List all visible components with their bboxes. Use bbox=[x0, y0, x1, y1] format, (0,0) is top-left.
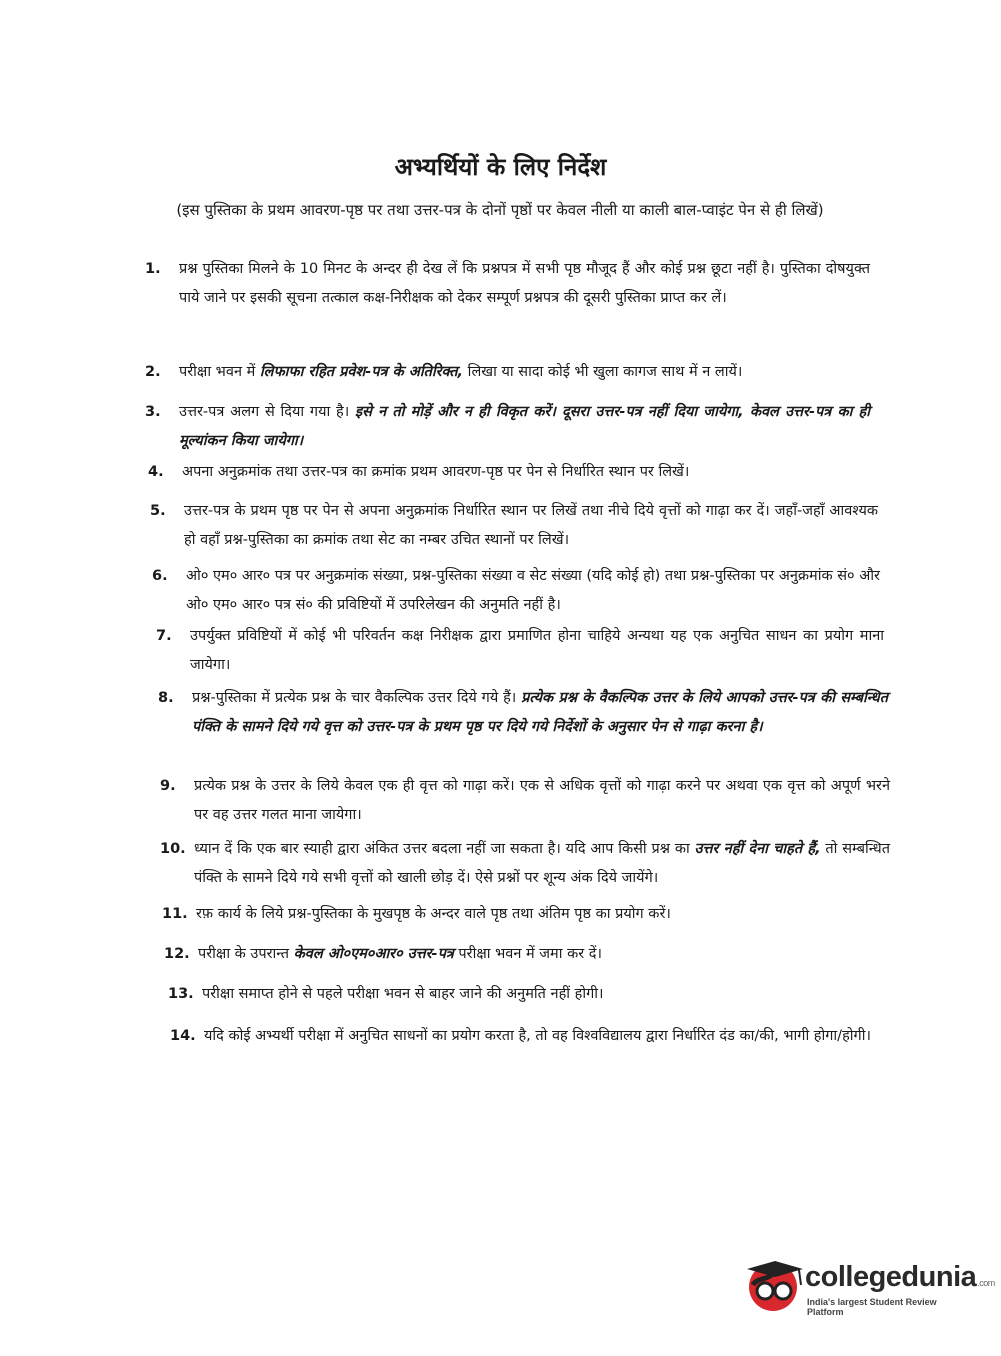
instruction-item bbox=[152, 562, 880, 620]
item-text: परीक्षा समाप्त होने से पहले परीक्षा भवन से बाहर जाने की अनुमति नहीं होगी। bbox=[202, 986, 604, 1002]
item-text: ध्यान दें कि एक बार स्याही द्वारा अंकित उत्तर बदला नहीं जा सकता है। यदि आप किसी प्रश्न का उत्तर नहीं देना चाहते हैं, तो सम्बन्धित पंक्ति के सामने दिये गये सभी वृत्तों को खाली छोड़ दें। ऐसे प्रश्नों पर शून्य अंक दिये जायेंगे। bbox=[194, 841, 890, 886]
instruction-item bbox=[145, 398, 870, 456]
item-number: 10. bbox=[160, 841, 186, 857]
item-text: उत्तर-पत्र अलग से दिया गया है। इसे न तो मोड़ें और न ही विकृत करें। दूसरा उत्तर-पत्र नहीं दिया जायेगा, केवल उत्तर-पत्र का ही मूल्यांकन किया जायेगा। bbox=[179, 404, 870, 449]
item-text: प्रत्येक प्रश्न के उत्तर के लिये केवल एक ही वृत्त को गाढ़ा करें। एक से अधिक वृत्तों को गाढ़ा करने पर अथवा एक वृत्त को अपूर्ण भरने पर वह उत्तर गलत माना जायेगा। bbox=[194, 778, 890, 823]
instruction-item bbox=[156, 622, 884, 680]
item-number: 12. bbox=[164, 946, 190, 962]
page-title: अभ्यर्थियों के लिए निर्देश bbox=[394, 153, 607, 181]
item-number: 3. bbox=[145, 404, 161, 420]
item-text: प्रश्न-पुस्तिका में प्रत्येक प्रश्न के चार वैकल्पिक उत्तर दिये गये हैं। प्रत्येक प्रश्न के वैकल्पिक उत्तर के लिये आपको उत्तर-पत्र की सम्बन्धित पंक्ति के सामने दिये गये वृत्त को उत्तर-पत्र के प्रथम पृष्ठ पर दिये गये निर्देशों के अनुसार पेन से गाढ़ा करना है। bbox=[192, 690, 888, 735]
logo-wordmark: collegedunia.com bbox=[805, 1261, 995, 1293]
item-number: 9. bbox=[160, 778, 176, 794]
item-text: उत्तर-पत्र के प्रथम पृष्ठ पर पेन से अपना अनुक्रमांक निर्धारित स्थान पर लिखें तथा नीचे दिये वृत्तों को गाढ़ा कर दें। जहाँ-जहाँ आवश्यक हो वहाँ प्रश्न-पुस्तिका का क्रमांक तथा सेट का नम्बर उचित स्थानों पर लिखें। bbox=[184, 503, 878, 548]
instruction-item bbox=[150, 497, 878, 555]
item-number: 13. bbox=[168, 986, 194, 1002]
logo-tagline: India's largest Student Review Platform bbox=[807, 1297, 937, 1317]
item-text: परीक्षा भवन में लिफाफा रहित प्रवेश-पत्र के अतिरिक्त, लिखा या सादा कोई भी खुला कागज साथ में न लायें। bbox=[179, 364, 743, 380]
item-text: यदि कोई अभ्यर्थी परीक्षा में अनुचित साधनों का प्रयोग करता है, तो वह विश्वविद्यालय द्वारा निर्धारित दंड का/की, भागी होगा/होगी। bbox=[204, 1028, 871, 1044]
instruction-item bbox=[160, 835, 890, 893]
collegedunia-logo bbox=[745, 1255, 995, 1317]
item-text: रफ़ कार्य के लिये प्रश्न-पुस्तिका के मुखपृष्ठ के अन्दर वाले पृष्ठ तथा अंतिम पृष्ठ का प्रयोग करें। bbox=[196, 906, 671, 922]
item-number: 4. bbox=[148, 464, 164, 480]
page-subtitle: (इस पुस्तिका के प्रथम आवरण-पृष्ठ पर तथा उत्तर-पत्र के दोनों पृष्ठों पर केवल नीली या काली बाल-प्वाइंट पेन से ही लिखें) bbox=[176, 201, 824, 219]
item-number: 6. bbox=[152, 568, 168, 584]
logo-mascot-icon bbox=[745, 1255, 807, 1315]
item-text: ओ० एम० आर० पत्र पर अनुक्रमांक संख्या, प्रश्न-पुस्तिका संख्या व सेट संख्या (यदि कोई हो) तथा प्रश्न-पुस्तिका पर अनुक्रमांक सं० और ओ० एम० आर० पत्र सं० की प्रविष्टियों में उपरिलेखन की अनुमति नहीं है। bbox=[186, 568, 880, 613]
item-text: उपर्युक्त प्रविष्टियों में कोई भी परिवर्तन कक्ष निरीक्षक द्वारा प्रमाणित होना चाहिये अन्यथा यह एक अनुचित साधन का प्रयोग माना जायेगा। bbox=[190, 628, 884, 673]
item-number: 2. bbox=[145, 364, 161, 380]
instruction-item bbox=[164, 940, 894, 969]
item-number: 14. bbox=[170, 1028, 196, 1044]
item-text: अपना अनुक्रमांक तथा उत्तर-पत्र का क्रमांक प्रथम आवरण-पृष्ठ पर पेन से निर्धारित स्थान पर लिखें। bbox=[182, 464, 690, 480]
instruction-item bbox=[145, 255, 870, 313]
item-text: परीक्षा के उपरान्त केवल ओ०एम०आर० उत्तर-पत्र परीक्षा भवन में जमा कर दें। bbox=[198, 946, 602, 962]
item-number: 11. bbox=[162, 906, 188, 922]
item-text: प्रश्न पुस्तिका मिलने के 10 मिनट के अन्दर ही देख लें कि प्रश्नपत्र में सभी पृष्ठ मौजूद हैं और कोई प्रश्न छूटा नहीं है। पुस्तिका दोषयुक्त पाये जाने पर इसकी सूचना तत्काल कक्ष-निरीक्षक को देकर सम्पूर्ण प्रश्नपत्र की दूसरी पुस्तिका प्राप्त कर लें। bbox=[179, 261, 870, 306]
instruction-item bbox=[170, 1022, 902, 1051]
item-number: 8. bbox=[158, 690, 174, 706]
item-number: 7. bbox=[156, 628, 172, 644]
instruction-item bbox=[145, 358, 870, 387]
instruction-item bbox=[158, 684, 888, 742]
instruction-item bbox=[162, 900, 892, 929]
instruction-item bbox=[160, 772, 890, 830]
item-number: 5. bbox=[150, 503, 166, 519]
instruction-item bbox=[168, 980, 898, 1009]
item-number: 1. bbox=[145, 261, 161, 277]
instruction-item bbox=[148, 458, 873, 487]
